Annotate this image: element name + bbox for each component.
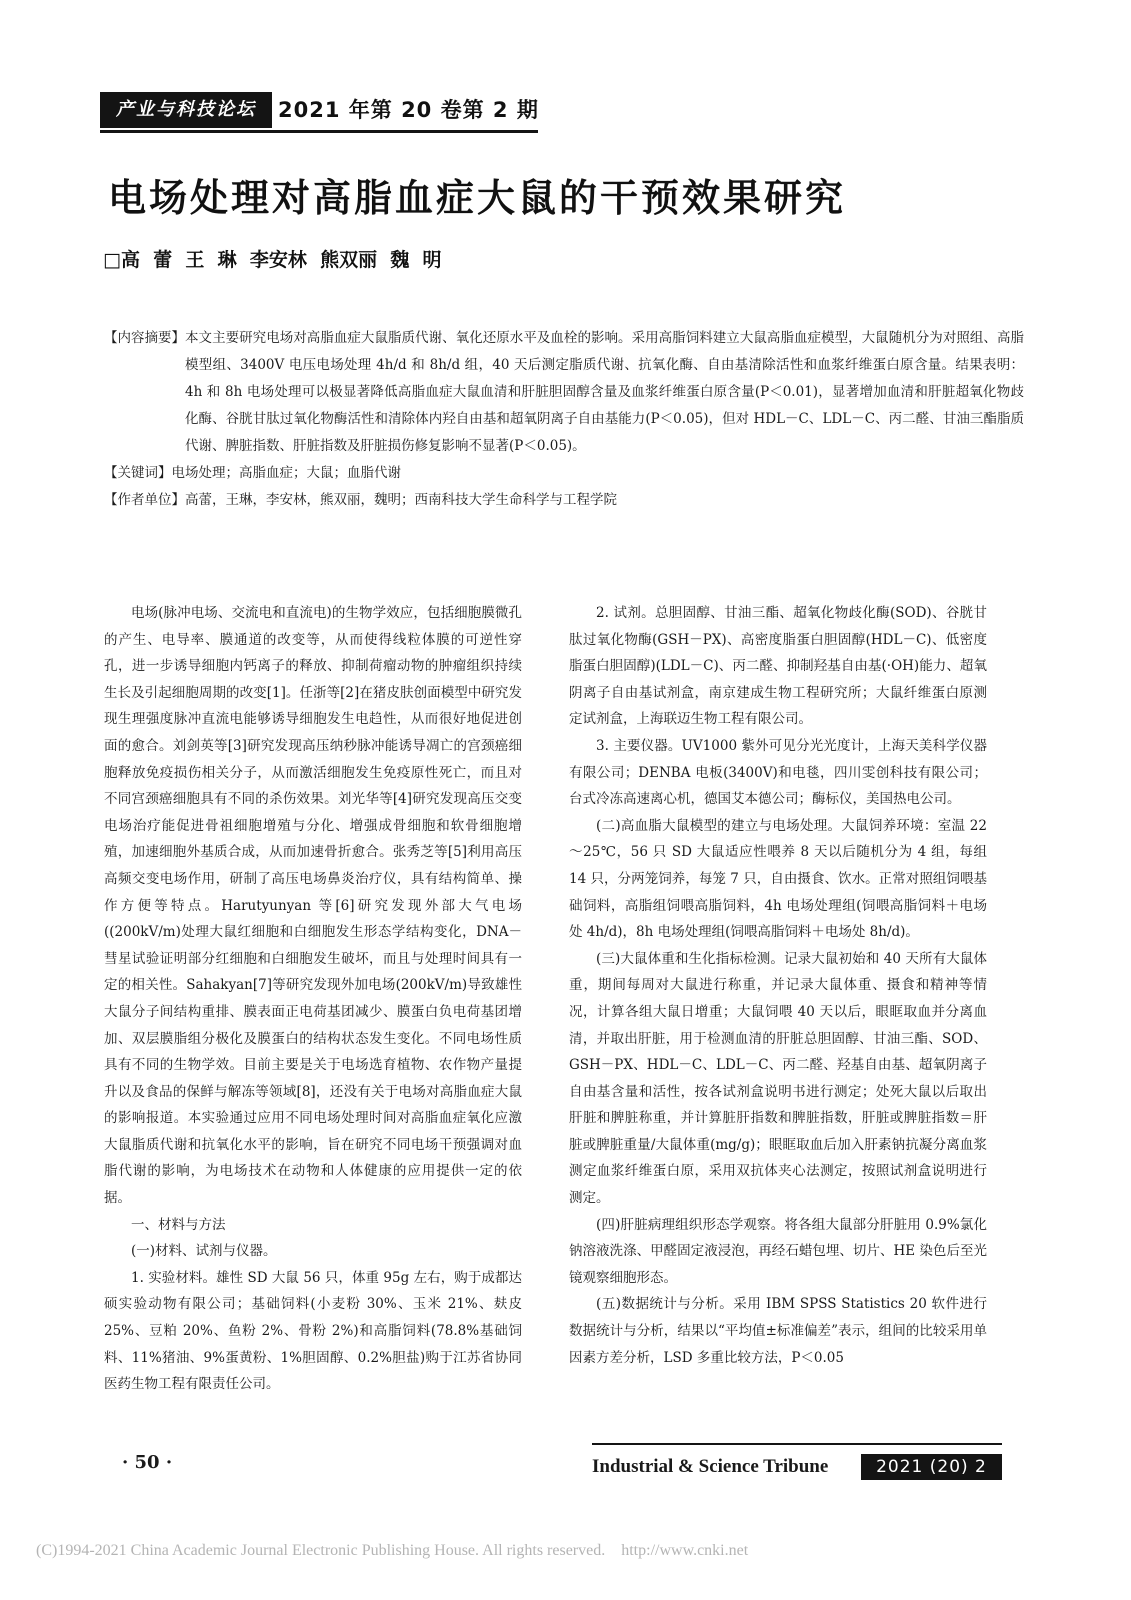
footer-issue-box: 2021 (20) 2 — [861, 1454, 1002, 1480]
affiliation-row — [104, 487, 1024, 514]
journal-section-tag: 产业与科技论坛 — [100, 92, 272, 128]
header-divider — [100, 130, 538, 133]
keywords-row — [104, 460, 1024, 487]
body-paragraph: (四)肝脏病理组织形态学观察。将各组大鼠部分肝脏用 0.9%氯化钠溶液洗涤、甲醛固定液浸泡，再经石蜡包埋、切片、HE 染色后至光镜观察细胞形态。 — [569, 1216, 987, 1286]
body-paragraph: (五)数据统计与分析。采用 IBM SPSS Statistics 20 软件进行数据统计与分析，结果以“平均值±标准偏差”表示，组间的比较采用单因素方差分析，LSD 多重比较方法，P＜0.05 — [569, 1296, 987, 1366]
abstract-block — [104, 325, 1024, 514]
body-paragraph: (三)大鼠体重和生化指标检测。记录大鼠初始和 40 天所有大鼠体重，期间每周对大鼠进行称重，并记录大鼠体重、摄食和精神等情况，计算各组大鼠日增重；大鼠饲喂 40 天以后，眼眶取血并分离血清，并取出肝脏，用于检测血清的肝脏总胆固醇、甘油三酯、SOD、GSH－PX、HDL－C、LDL－C、丙二醛、羟基自由基、超氧阴离子自由基含量和活性，按各试剂盒说明书进行测定；处死大鼠以后取出肝脏和脾脏称重，并计算脏肝指数和脾脏指数，肝脏或脾脏指数＝肝脏或脾脏重量/大鼠体重(mg/g)；眼眶取血后加入肝素钠抗凝分离血浆测定血浆纤维蛋白原，采用双抗体夹心法测定，按照试剂盒说明进行测定。 — [569, 950, 987, 1207]
body-paragraph: 2. 试剂。总胆固醇、甘油三酯、超氧化物歧化酶(SOD)、谷胱甘肽过氧化物酶(GSH－PX)、高密度脂蛋白胆固醇(HDL－C)、低密度脂蛋白胆固醇)(LDL－C)、丙二醛、抑制羟基自由基(·OH)能力、超氧阴离子自由基试剂盒，南京建成生物工程研究所；大鼠纤维蛋白原测定试剂盒，上海联迈生物工程有限公司。 — [569, 605, 987, 728]
body-paragraph: 1. 实验材料。雄性 SD 大鼠 56 只，体重 95g 左右，购于成都达硕实验动物有限公司；基础饲料(小麦粉 30%、玉米 21%、麸皮 25%、豆粕 20%、鱼粉 2%、骨粉 2%)和高脂饲料(78.8%基础饲料、11%猪油、9%蛋黄粉、1%胆固醇、0.2%胆盐)购于江苏省协同医药生物工程有限责任公司。 — [104, 1269, 522, 1393]
footer-journal-name: Industrial & Science Tribune — [592, 1456, 829, 1477]
abstract-label: 【内容摘要】 — [104, 330, 185, 346]
page-number: · 50 · — [122, 1452, 173, 1473]
section-heading: 一、材料与方法 — [131, 1216, 226, 1233]
body-paragraph: 3. 主要仪器。UV1000 紫外可见分光光度计，上海天美科学仪器有限公司；DENBA 电板(3400V)和电毯，四川雯创科技有限公司；台式冷冻高速离心机，德国艾本德公司；酶标仪，美国热电公司。 — [569, 737, 987, 808]
body-paragraph: 电场(脉冲电场、交流电和直流电)的生物学效应，包括细胞膜微孔的产生、电导率、膜通道的改变等，从而使得线粒体膜的可逆性穿孔，进一步诱导细胞内钙离子的释放、抑制荷瘤动物的肿瘤组织持续生长及引起细胞周期的改变[1]。任浙等[2]在猪皮肤创面模型中研究发现生理强度脉冲直流电能够诱导细胞发生电趋性，从而很好地促进创面的愈合。刘剑英等[3]研究发现高压纳秒脉冲能诱导凋亡的宫颈癌细胞释放免疫损伤相关分子，从而激活细胞发生免疫原性死亡，而且对不同宫颈癌细胞具有不同的杀伤效果。刘光华等[4]研究发现高压交变电场治疗能促进骨祖细胞增殖与分化、增强成骨细胞和软骨细胞增殖，加速细胞外基质合成，从而加速骨折愈合。张秀芝等[5]利用高压高频交变电场作用，研制了高压电场鼻炎治疗仪，具有结构简单、操作方便等特点。Harutyunyan 等[6]研究发现外部大气电场((200kV/m)处理大鼠红细胞和白细胞发生形态学结构变化，DNA－彗星试验证明部分红细胞和白细胞发生破坏，而且与处理时间具有一定的相关性。Sahakyan[7]等研究发现外加电场(200kV/m)导致雄性大鼠分子间结构重排、膜表面正电荷基团减少、膜蛋白负电荷基团增加、双层膜脂组分极化及膜蛋白的结构状态发生变化。不同电场性质具有不同的生物学效。目前主要是关于电场选育植物、农作物产量提升以及食品的保鲜与解冻等领域[8]，还没有关于电场对高脂血症大鼠的影响报道。本实验通过应用不同电场处理时间对高脂血症氧化应激大鼠脂质代谢和抗氧化水平的影响，旨在研究不同电场干预强调对血脂代谢的影响，为电场技术在动物和人体健康的应用提供一定的依据。 — [104, 605, 522, 1207]
keywords-text: 电场处理；高脂血症；大鼠；血脂代谢 — [171, 465, 401, 481]
copyright-notice: (C)1994-2021 China Academic Journal Electronic Publishing House. All rights reserved. http://www.cnki.net — [36, 1542, 749, 1559]
keywords-label: 【关键词】 — [104, 465, 172, 481]
abstract-row — [104, 325, 1024, 460]
affiliation-label: 【作者单位】 — [104, 492, 185, 508]
author-list: □高 蕾 王 琳 李安林 熊双丽 魏 明 — [103, 249, 442, 271]
issue-label: 2021 年第 20 卷第 2 期 — [278, 98, 539, 122]
affiliation-text: 高蕾，王琳，李安林，熊双丽，魏明；西南科技大学生命科学与工程学院 — [185, 492, 617, 508]
body-column-left — [104, 600, 522, 1398]
paper-title: 电场处理对高脂血症大鼠的干预效果研究 — [108, 176, 847, 220]
abstract-text: 本文主要研究电场对高脂血症大鼠脂质代谢、氧化还原水平及血栓的影响。采用高脂饲料建立大鼠高脂血症模型，大鼠随机分为对照组、高脂模型组、3400V 电压电场处理 4h/d 和 8h/d 组，40 天后测定脂质代谢、抗氧化酶、自由基清除活性和血浆纤维蛋白原含量。结果表明：4h 和 8h 电场处理可以极显著降低高脂血症大鼠血清和肝脏胆固醇含量及血浆纤维蛋白原含量(P＜0.01)，显著增加血清和肝脏超氧化物歧化酶、谷胱甘肽过氧化物酶活性和清除体内羟自由基和超氧阴离子自由基能力(P＜0.05)，但对 HDL－C、LDL－C、丙二醛、甘油三酯脂质代谢、脾脏指数、肝脏指数及肝脏损伤修复影响不显著(P＜0.05)。 — [185, 330, 1024, 454]
subsection-heading: (一)材料、试剂与仪器。 — [131, 1243, 277, 1260]
body-column-right — [569, 600, 987, 1371]
body-paragraph: (二)高血脂大鼠模型的建立与电场处理。大鼠饲养环境：室温 22～25℃，56 只 SD 大鼠适应性喂养 8 天以后随机分为 4 组，每组 14 只，分两笼饲养，每笼 7 只，自由摄食、饮水。正常对照组饲喂基础饲料，高脂组饲喂高脂饲料，4h 电场处理组(饲喂高脂饲料＋电场处 4h/d)，8h 电场处理组(饲喂高脂饲料＋电场处 8h/d)。 — [569, 817, 987, 941]
footer-divider — [592, 1443, 1002, 1445]
